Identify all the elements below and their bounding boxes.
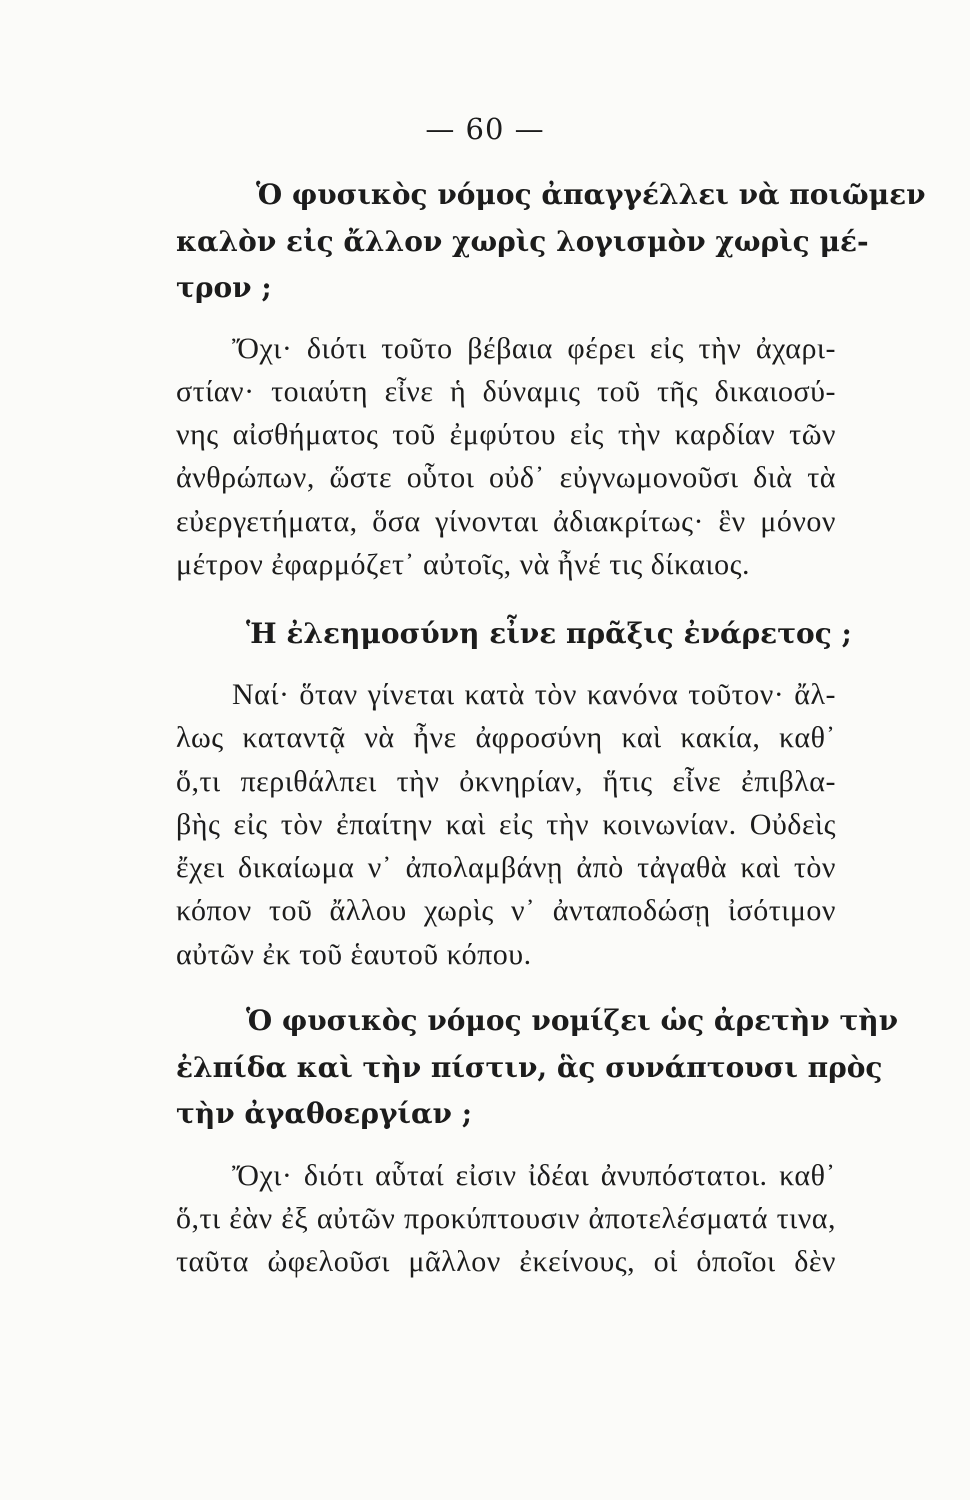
answer-line: αὐτῶν ἐκ τοῦ ἑαυτοῦ κόπου.	[176, 938, 532, 971]
answer-line: Ναί· ὅταν γίνεται κατὰ τὸν κανόνα τοῦτον· ἄλ-	[232, 678, 836, 711]
answer-line: ἔχει δικαίωμα ν᾽ ἀπολαμβάνῃ ἀπὸ τἀγαθὰ καὶ τὸν	[176, 851, 836, 884]
answer-line: ταῦτα ὠφελοῦσι μᾶλλον ἐκείνους, οἱ ὁποῖοι δὲν	[176, 1245, 836, 1278]
question-line: ἐλπίδα καὶ τὴν πίστιν, ἃς συνάπτουσι πρὸς	[176, 1051, 883, 1084]
answer-line: νης αἰσθήματος τοῦ ἐμφύτου εἰς τὴν καρδίαν τῶν	[176, 418, 836, 451]
answer-line: βὴς εἰς τὸν ἐπαίτην καὶ εἰς τὴν κοινωνίαν. Οὐδεὶς	[176, 808, 836, 841]
question-line: Ὁ φυσικὸς νόμος νομίζει ὡς ἀρετὴν τὴν	[246, 1004, 899, 1037]
question-line: καλὸν εἰς ἄλλον χωρὶς λογισμὸν χωρὶς μέ-	[176, 225, 869, 258]
answer-line: εὐεργετήματα, ὅσα γίνονται ἀδιακρίτως· ἓν μόνον	[176, 505, 836, 538]
answer-line: ὅ,τι ἐὰν ἐξ αὐτῶν προκύπτουσιν ἀποτελέσματά τινα,	[176, 1202, 836, 1235]
question-line: Ὁ φυσικὸς νόμος ἀπαγγέλλει νὰ ποιῶμεν	[256, 178, 926, 211]
answer-line: κόπον τοῦ ἄλλου χωρὶς ν᾽ ἀνταποδώσῃ ἰσότιμον	[176, 894, 836, 927]
question-line: τὴν ἀγαθοεργίαν ;	[176, 1097, 473, 1130]
page-number: — 60 —	[425, 112, 545, 146]
answer-line: λως καταντᾷ νὰ ἦνε ἀφροσύνη καὶ κακία, καθ᾽	[176, 721, 836, 754]
question-line: Ἡ ἐλεημοσύνη εἶνε πρᾶξις ἐνάρετος ;	[246, 617, 852, 650]
answer-line: ἀνθρώπων, ὥστε οὗτοι οὐδ᾽ εὐγνωμονοῦσι διὰ τὰ	[176, 461, 836, 494]
answer-line: ὅ,τι περιθάλπει τὴν ὀκνηρίαν, ἥτις εἶνε ἐπιβλα-	[176, 765, 836, 798]
answer-line: Ὄχι· διότι τοῦτο βέβαια φέρει εἰς τὴν ἀχαρι-	[232, 332, 836, 365]
answer-line: στίαν· τοιαύτη εἶνε ἡ δύναμις τοῦ τῆς δικαιοσύ-	[176, 375, 836, 408]
answer-line: μέτρον ἐφαρμόζετ᾽ αὐτοῖς, νὰ ἦνέ τις δίκαιος.	[176, 548, 750, 581]
answer-line: Ὄχι· διότι αὗταί εἰσιν ἰδέαι ἀνυπόστατοι. καθ᾽	[232, 1159, 836, 1192]
question-line: τρον ;	[176, 271, 272, 304]
